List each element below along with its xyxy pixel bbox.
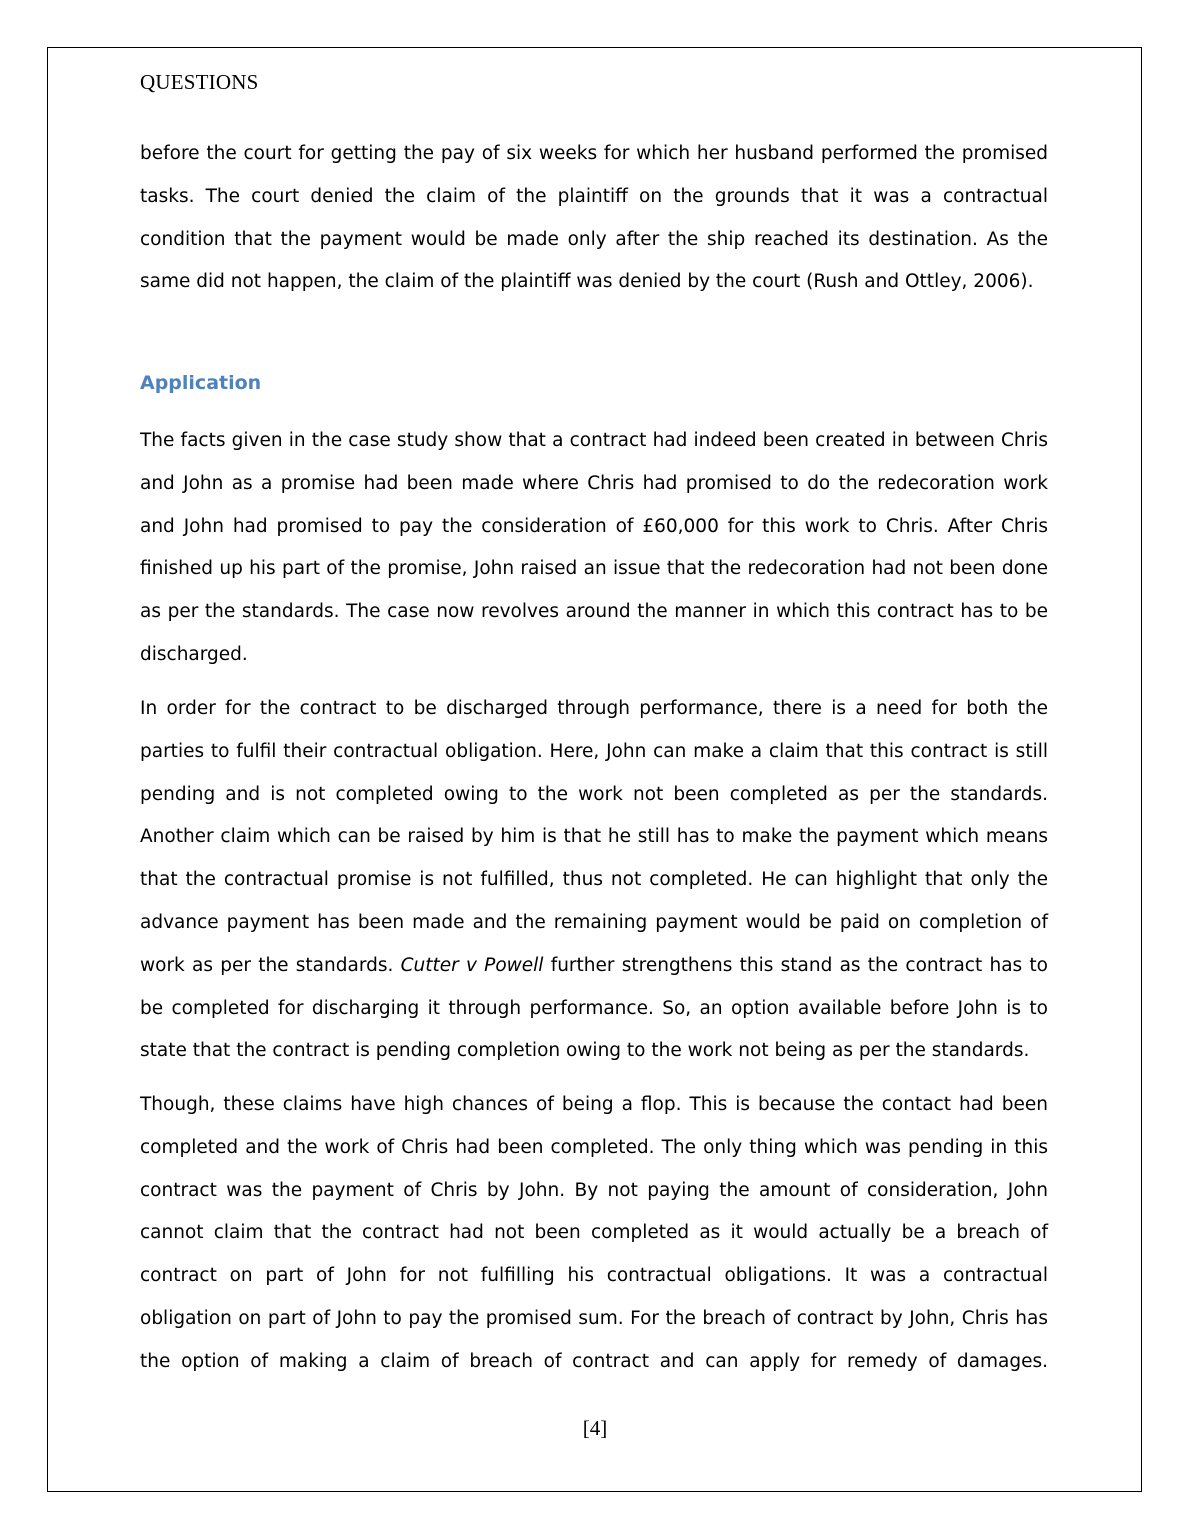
paragraph-breach: Though, these claims have high chances of being a flop. This is because the contact had been completed and the work of Chris had been completed. The only thing which was pending in this contract was the payment of Chris by John. By not paying the amount of consideration, John cannot claim that the contract had not been completed as it would actually be a breach of contract on part of John for not fulfilling his contractual obligations. It was a contractual obligation on part of John to pay the promised sum. For the breach of contract by John, Chris has the option of making a claim of breach of contract and can apply for remedy of damages. bbox=[140, 1094, 1048, 1372]
paragraph-facts: The facts given in the case study show that a contract had indeed been created in between Chris and John as a promise had been made where Chris had promised to do the redecoration work and John had promised to pay the consideration of £60,000 for this work to Chris. After Chris finished up his part of the promise, John raised an issue that the redecoration had not been done as per the standards. The case now revolves around the manner in which this contract has to be discharged. bbox=[140, 430, 1048, 665]
case-citation: Cutter v Powell bbox=[400, 954, 544, 976]
paragraph-continuation: before the court for getting the pay of six weeks for which her husband performed the promised tasks. The court denied the claim of the plaintiff on the grounds that it was a contractual condition that the payment would be made only after the ship reached its destination. As the same did not happen, the claim of the plaintiff was denied by the court (Rush and Ottley, 2006). bbox=[140, 143, 1048, 293]
paragraph-discharge-part1: In order for the contract to be discharged through performance, there is a need for both the parties to fulfil their contractual obligation. Here, John can make a claim that this contract is still pending and is not completed owing to the work not been completed as per the standards. Another claim which can be raised by him is that he still has to make the payment which means that the contractual promise is not fulfilled, thus not completed. He can highlight that only the advance payment has been made and the remaining payment would be paid on completion of work as per the standards. bbox=[140, 698, 1048, 976]
paragraph-discharge-part2: further strengthens this stand as the contract has to be completed for discharging it through performance. So, an option available before John is to state that the contract is pending completion owing to the work not being as per the standards. bbox=[140, 954, 1048, 1062]
page-number: [4] bbox=[582, 1416, 608, 1440]
page-header: QUESTIONS bbox=[140, 70, 259, 94]
paragraph-discharge bbox=[140, 688, 1048, 1073]
section-heading-application: Application bbox=[140, 372, 262, 394]
